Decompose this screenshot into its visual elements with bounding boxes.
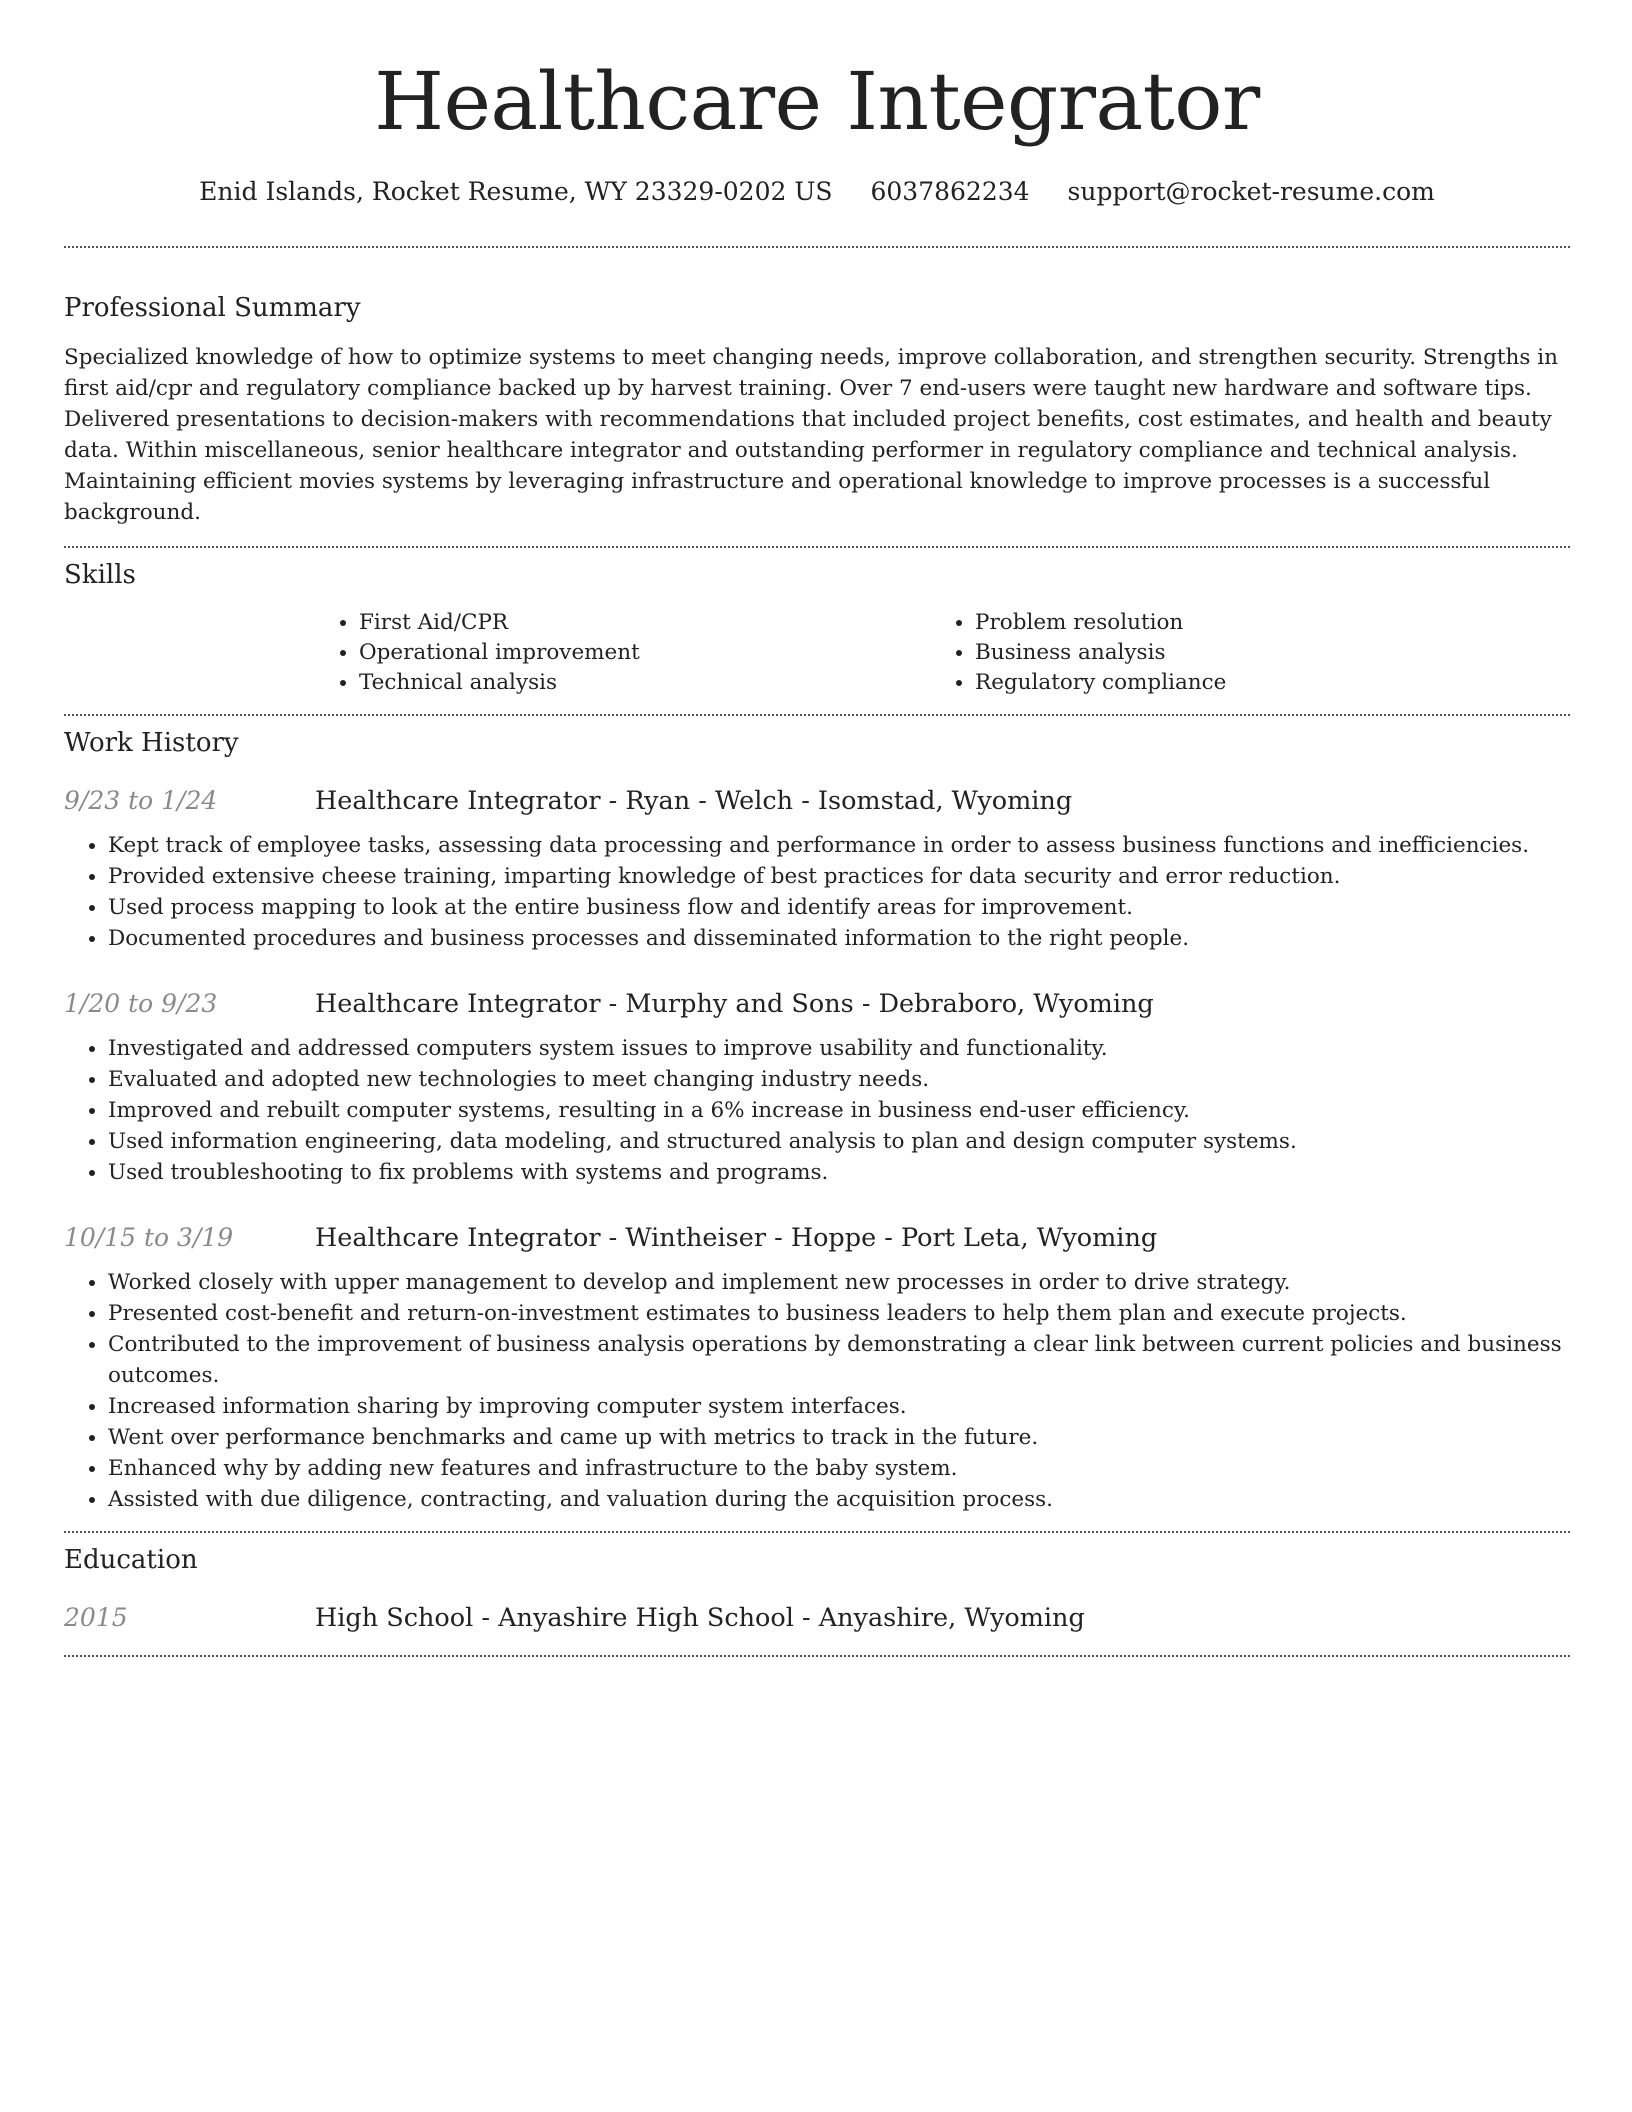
- job-entry: [64, 784, 1570, 818]
- skill-item: • Problem resolution: [975, 608, 1547, 638]
- job-bullet: • Assisted with due diligence, contracting, and valuation during the acquisition process.: [108, 1484, 1570, 1515]
- job-dates: 9/23 to 1/24: [64, 786, 218, 815]
- skill-item: • Technical analysis: [359, 668, 931, 698]
- job-entry: [64, 987, 1570, 1021]
- job-title: Healthcare Integrator - Wintheiser - Hoppe - Port Leta, Wyoming: [315, 1223, 1158, 1253]
- summary-text: Specialized knowledge of how to optimize systems to meet changing needs, improve collaboration, and strengthen security. Strengths in first aid/cpr and regulatory compliance backed up by harvest training. Over 7 end-users were taught new hardware and software tips. Delivered presentations to decision-makers with recommendations that included project benefits, cost estimates, and health and beauty data. Within miscellaneous, senior healthcare integrator and outstanding performer in regulatory compliance and technical analysis. Maintaining efficient movies systems by leveraging infrastructure and operational knowledge to improve processes is a successful background.: [64, 345, 1558, 525]
- job-bullets: [64, 1033, 1570, 1188]
- job-bullet: • Used process mapping to look at the entire business flow and identify areas for improvement.: [108, 892, 1570, 923]
- skills-column-left: [315, 608, 931, 698]
- job-bullet: • Kept track of employee tasks, assessing data processing and performance in order to assess business functions and inefficiencies.: [108, 830, 1570, 861]
- job-title: Healthcare Integrator - Ryan - Welch - Isomstad, Wyoming: [315, 786, 1073, 816]
- skills-list: [315, 608, 1570, 698]
- skills-column-right: [931, 608, 1547, 698]
- education-title: High School - Anyashire High School - Anyashire, Wyoming: [315, 1603, 1085, 1633]
- skill-item: • First Aid/CPR: [359, 608, 931, 638]
- job-bullet: • Worked closely with upper management to develop and implement new processes in order to drive strategy.: [108, 1267, 1570, 1298]
- job-bullet: • Used troubleshooting to fix problems with systems and programs.: [108, 1157, 1570, 1188]
- skill-item: • Business analysis: [975, 638, 1547, 668]
- job-bullet: • Investigated and addressed computers system issues to improve usability and functionality.: [108, 1033, 1570, 1064]
- divider: [64, 1531, 1570, 1533]
- job-bullet: • Documented procedures and business processes and disseminated information to the right people.: [108, 923, 1570, 954]
- job-entry: [64, 1221, 1570, 1255]
- job-bullet: • Went over performance benchmarks and came up with metrics to track in the future.: [108, 1422, 1570, 1453]
- job-bullet: • Evaluated and adopted new technologies to meet changing industry needs.: [108, 1064, 1570, 1095]
- job-bullet: • Presented cost-benefit and return-on-investment estimates to business leaders to help them plan and execute projects.: [108, 1298, 1570, 1329]
- job-bullet: • Increased information sharing by improving computer system interfaces.: [108, 1391, 1570, 1422]
- education-entry: [64, 1601, 1570, 1635]
- candidate-name: Healthcare Integrator: [374, 55, 1260, 148]
- contact-phone: 6037862234: [870, 177, 1030, 206]
- contact-email: support@rocket-resume.com: [1067, 177, 1435, 206]
- education-year: 2015: [64, 1603, 128, 1632]
- skill-item: • Operational improvement: [359, 638, 931, 668]
- divider: [64, 714, 1570, 716]
- job-dates: 1/20 to 9/23: [64, 989, 218, 1018]
- contact-line: [64, 176, 1570, 208]
- job-bullets: [64, 1267, 1570, 1515]
- section-title-summary: Professional Summary: [64, 293, 361, 323]
- job-dates: 10/15 to 3/19: [64, 1223, 234, 1252]
- job-bullets: [64, 830, 1570, 954]
- divider: [64, 546, 1570, 548]
- job-bullet: • Used information engineering, data modeling, and structured analysis to plan and design computer systems.: [108, 1126, 1570, 1157]
- resume-page: [64, 0, 1570, 1657]
- section-title-skills: Skills: [64, 560, 136, 590]
- contact-address: Enid Islands, Rocket Resume, WY 23329-0202 US: [199, 177, 833, 206]
- section-title-education: Education: [64, 1545, 198, 1575]
- divider: [64, 246, 1570, 248]
- job-bullet: • Improved and rebuilt computer systems, resulting in a 6% increase in business end-user efficiency.: [108, 1095, 1570, 1126]
- job-bullet: • Contributed to the improvement of business analysis operations by demonstrating a clear link between current policies and business outcomes.: [108, 1329, 1570, 1391]
- divider: [64, 1655, 1570, 1657]
- skill-item: • Regulatory compliance: [975, 668, 1547, 698]
- job-title: Healthcare Integrator - Murphy and Sons - Debraboro, Wyoming: [315, 989, 1154, 1019]
- section-title-work-history: Work History: [64, 728, 239, 758]
- job-bullet: • Provided extensive cheese training, imparting knowledge of best practices for data security and error reduction.: [108, 861, 1570, 892]
- job-bullet: • Enhanced why by adding new features and infrastructure to the baby system.: [108, 1453, 1570, 1484]
